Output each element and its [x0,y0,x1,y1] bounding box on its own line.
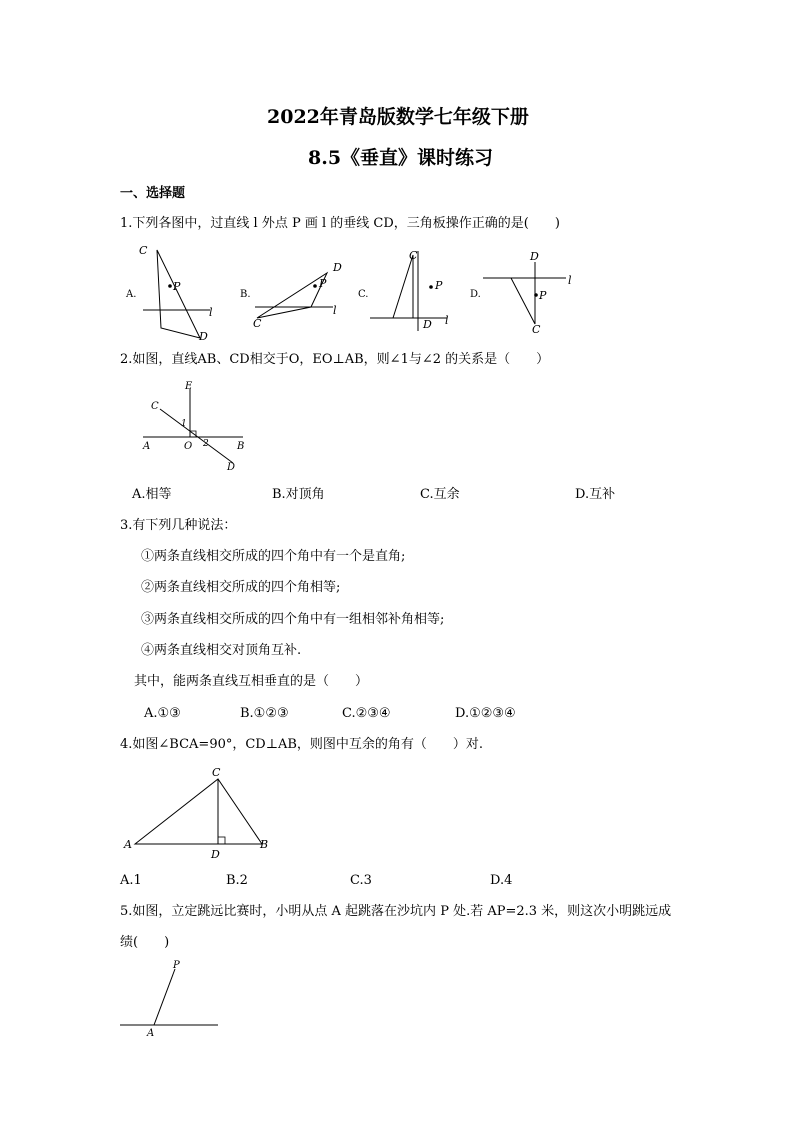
label-a: A [147,1028,155,1039]
q4-option-b: B.2 [226,873,248,888]
q3-statement-1: ①两条直线相交所成的四个角中有一个是直角; [141,549,406,564]
label-p: P [539,289,547,302]
q1-figure-c [365,245,460,335]
point-p [429,285,433,289]
triangle-ruler [257,273,327,318]
label-e: E [185,381,193,392]
q4-option-d: D.4 [490,873,513,888]
q4-stem: 4.如图∠BCA=90°，CD⊥AB，则图中互余的角有（ ）对. [120,737,484,752]
label-d: D [227,462,236,473]
q2-option-b: B.对顶角 [272,487,325,502]
q1-option-c-letter: C. [358,289,369,300]
label-c: C [139,244,148,257]
q2-figure [135,375,265,480]
q5-stem-line-2: 绩( ) [120,935,170,950]
q4-option-c: C.3 [350,873,372,888]
label-b: B [237,441,245,452]
q3-statement-3: ③两条直线相交所成的四个角中有一组相邻补角相等; [141,612,445,627]
label-l: l [445,314,449,327]
q2-option-a: A.相等 [132,487,172,502]
q3-option-b: B.①②③ [240,706,289,721]
label-p: P [173,960,180,971]
q3-stem: 3.有下列几种说法： [120,518,237,533]
point-p [534,293,538,297]
label-l: l [568,274,572,287]
label-d: D [423,318,432,331]
label-d: D [333,261,342,274]
triangle-abc [135,779,262,844]
q3-option-a: A.①③ [144,706,181,721]
label-c: C [212,766,221,779]
label-l: l [209,306,213,319]
q1-figure-a [135,240,225,345]
q3-statement-2: ②两条直线相交所成的四个角相等; [141,580,341,595]
label-c: C [532,323,541,336]
q2-stem: 2.如图，直线AB、CD相交于O，EO⊥AB，则∠1与∠2 的关系是（ ） [120,352,550,367]
q1-figure-b [245,255,355,330]
label-p: P [435,279,443,292]
section-heading: 一、选择题 [120,186,186,201]
label-c: C [151,401,159,412]
point-p [313,284,317,288]
label-a: A [124,838,132,851]
q1-option-b-letter: B. [240,289,251,300]
label-d: D [199,330,208,343]
triangle-ruler [157,250,200,338]
q3-option-c: C.②③④ [342,706,391,721]
label-a: A [143,441,151,452]
q4-figure [122,764,282,862]
q3-statement-4: ④两条直线相交对顶角互补. [141,643,302,658]
q5-figure [118,955,223,1040]
segment-ap [154,969,175,1025]
q1-figure-d [478,248,578,336]
q3-question: 其中，能两条直线互相垂直的是（ ） [134,674,369,689]
label-p: P [319,277,327,290]
angle-1-label: 1 [181,419,187,429]
triangle-ruler [511,278,535,324]
line-cd [160,409,233,463]
page-title: 2022年青岛版数学七年级下册 [267,106,529,128]
q4-option-a: A.1 [120,873,142,888]
angle-2-label: 2 [203,439,209,449]
q2-option-c: C.互余 [420,487,460,502]
q2-option-d: D.互补 [575,487,616,502]
label-o: O [184,441,193,452]
label-l: l [333,304,337,317]
right-angle-mark [218,837,225,844]
point-p [168,284,172,288]
q1-stem: 1.下列各图中，过直线 l 外点 P 画 l 的垂线 CD，三角板操作正确的是( ) [120,216,560,231]
label-p: P [173,280,181,293]
label-c: C [253,317,262,330]
q5-stem-line-1: 5.如图，立定跳远比赛时，小明从点 A 起跳落在沙坑内 P 处.若 AP=2.3 米，则这次小明跳远成 [120,904,672,919]
label-d: D [211,848,220,861]
page-subtitle: 8.5《垂直》课时练习 [308,147,494,169]
q1-option-a-letter: A. [126,289,137,300]
label-c: C [409,249,418,262]
q1-option-d-letter: D. [470,289,481,300]
label-b: B [260,838,269,851]
label-d: D [530,250,539,263]
triangle-ruler [393,255,413,318]
q3-option-d: D.①②③④ [455,706,516,721]
